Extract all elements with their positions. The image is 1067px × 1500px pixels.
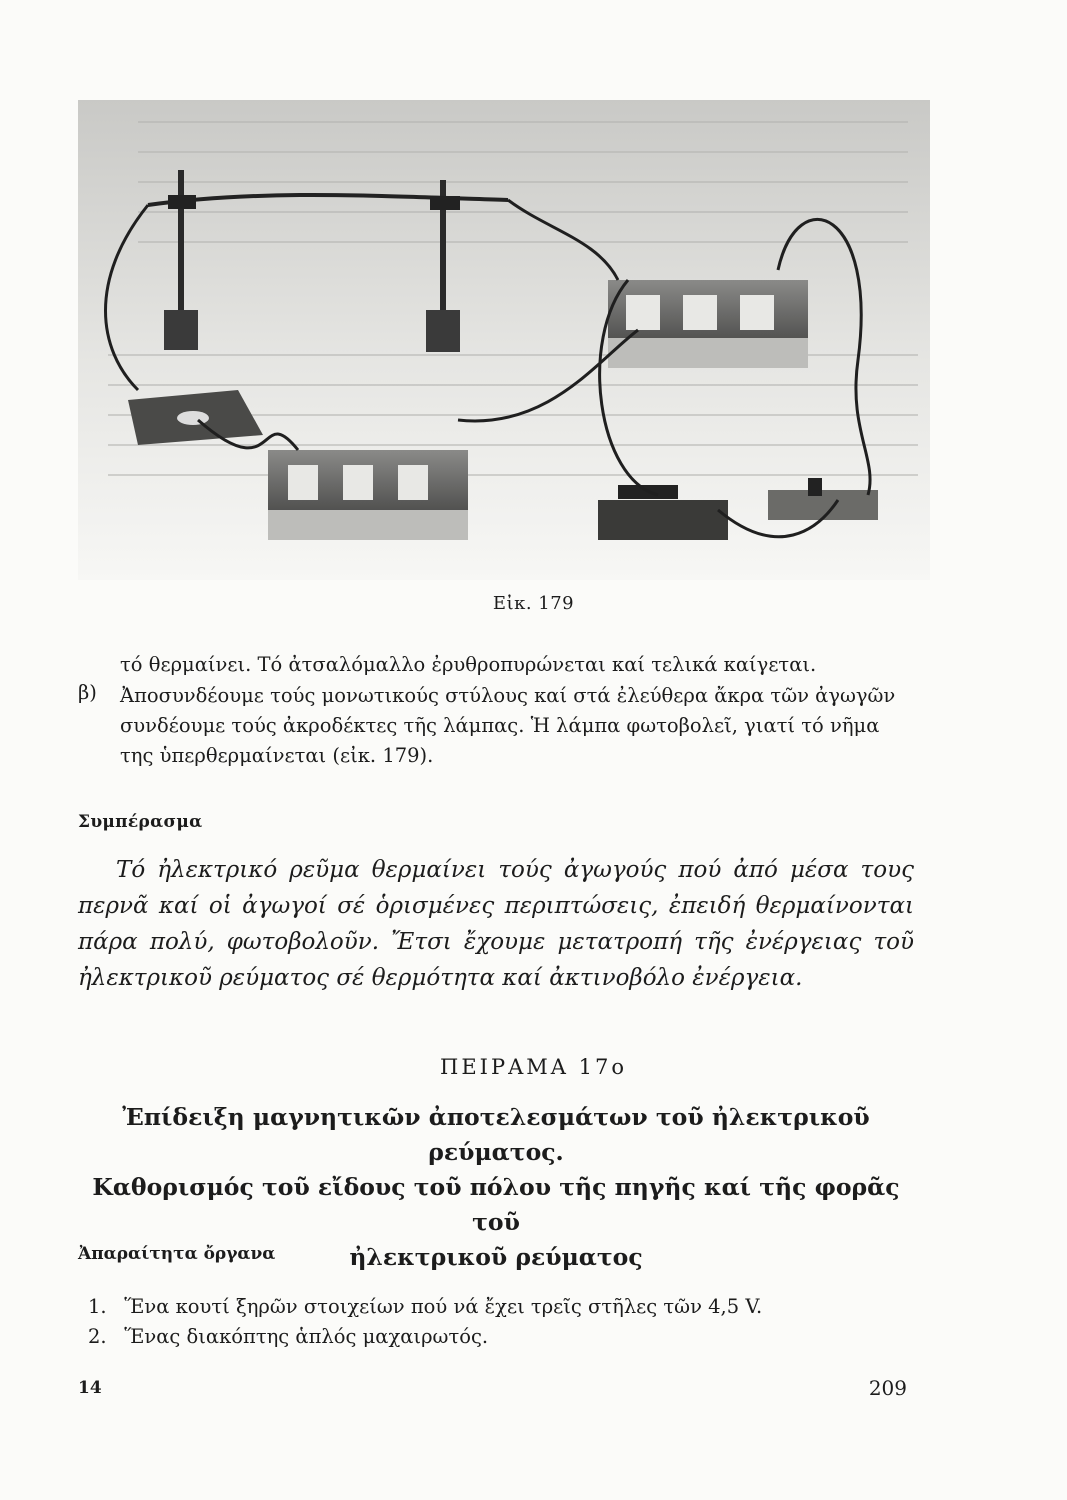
list-item-text: Ἕνα κουτί ξηρῶν στοιχείων πού νά ἔχει τρεῖς στῆλες τῶν 4,5 V. — [124, 1295, 763, 1318]
conclusion-line: Τό ἠλεκτρικό ρεῦμα θερμαίνει τούς ἀγωγούς πού ἀπό μέσα τους — [116, 857, 914, 883]
list-item-number: 2. — [88, 1325, 107, 1348]
conclusion-line: περνᾶ καί οἱ ἀγωγοί σέ ὁρισμένες περιπτώσεις, ἐπειδή θερμαίνονται — [78, 893, 914, 919]
tools-list — [88, 1292, 762, 1352]
figure-caption: Εἰκ. 179 — [492, 593, 575, 614]
paragraph-b-line: της ὑπερθερμαίνεται (εἰκ. 179). — [120, 744, 434, 767]
circuit-photo-icon — [78, 100, 930, 580]
conclusion-label: Συμπέρασμα — [78, 812, 203, 832]
experiment-title: ΠΕΙΡΑΜΑ 17ο — [440, 1055, 627, 1079]
page-number: 209 — [868, 1376, 907, 1400]
tools-label: Ἀπαραίτητα ὄργανα — [78, 1244, 276, 1264]
list-item-number: 1. — [88, 1295, 107, 1318]
paragraph-a-line: τό θερμαίνει. Τό ἀτσαλόμαλλο ἐρυθροπυρώνεται καί τελικά καίγεται. — [120, 653, 817, 676]
signature-number: 14 — [78, 1378, 102, 1398]
conclusion-line: πάρα πολύ, φωτοβολοῦν. Ἔτσι ἔχουμε μετατροπή τῆς ἐνέργειας τοῦ — [78, 929, 914, 955]
conclusion-text — [78, 852, 914, 996]
paragraph-b — [78, 681, 912, 771]
figure-179-photo — [78, 100, 930, 580]
conclusion-line: ἠλεκτρικοῦ ρεύματος σέ θερμότητα καί ἀκτινοβόλο ἐνέργεια. — [78, 965, 803, 991]
list-item-text: Ἕνας διακόπτης ἁπλός μαχαιρωτός. — [124, 1325, 489, 1348]
list-marker-b: β) — [78, 681, 97, 704]
list-item — [88, 1322, 762, 1352]
experiment-heading-line: ἠλεκτρικοῦ ρεύματος — [349, 1243, 643, 1271]
experiment-heading-line: Καθορισμός τοῦ εἴδους τοῦ πόλου τῆς πηγῆς καί τῆς φορᾶς τοῦ — [92, 1173, 900, 1236]
experiment-heading-line: Ἐπίδειξη μαγνητικῶν ἀποτελεσμάτων τοῦ ἠλεκτρικοῦ ρεύματος. — [122, 1103, 870, 1166]
list-item — [88, 1292, 762, 1322]
paragraph-b-line: συνδέουμε τούς ἀκροδέκτες τῆς λάμπας. Ἡ λάμπα φωτοβολεῖ, γιατί τό νῆμα — [120, 714, 880, 737]
paragraph-a — [78, 650, 912, 680]
paragraph-b-line: Ἀποσυνδέουμε τούς μονωτικούς στύλους καί στά ἐλεύθερα ἄκρα τῶν ἀγωγῶν — [120, 684, 896, 707]
